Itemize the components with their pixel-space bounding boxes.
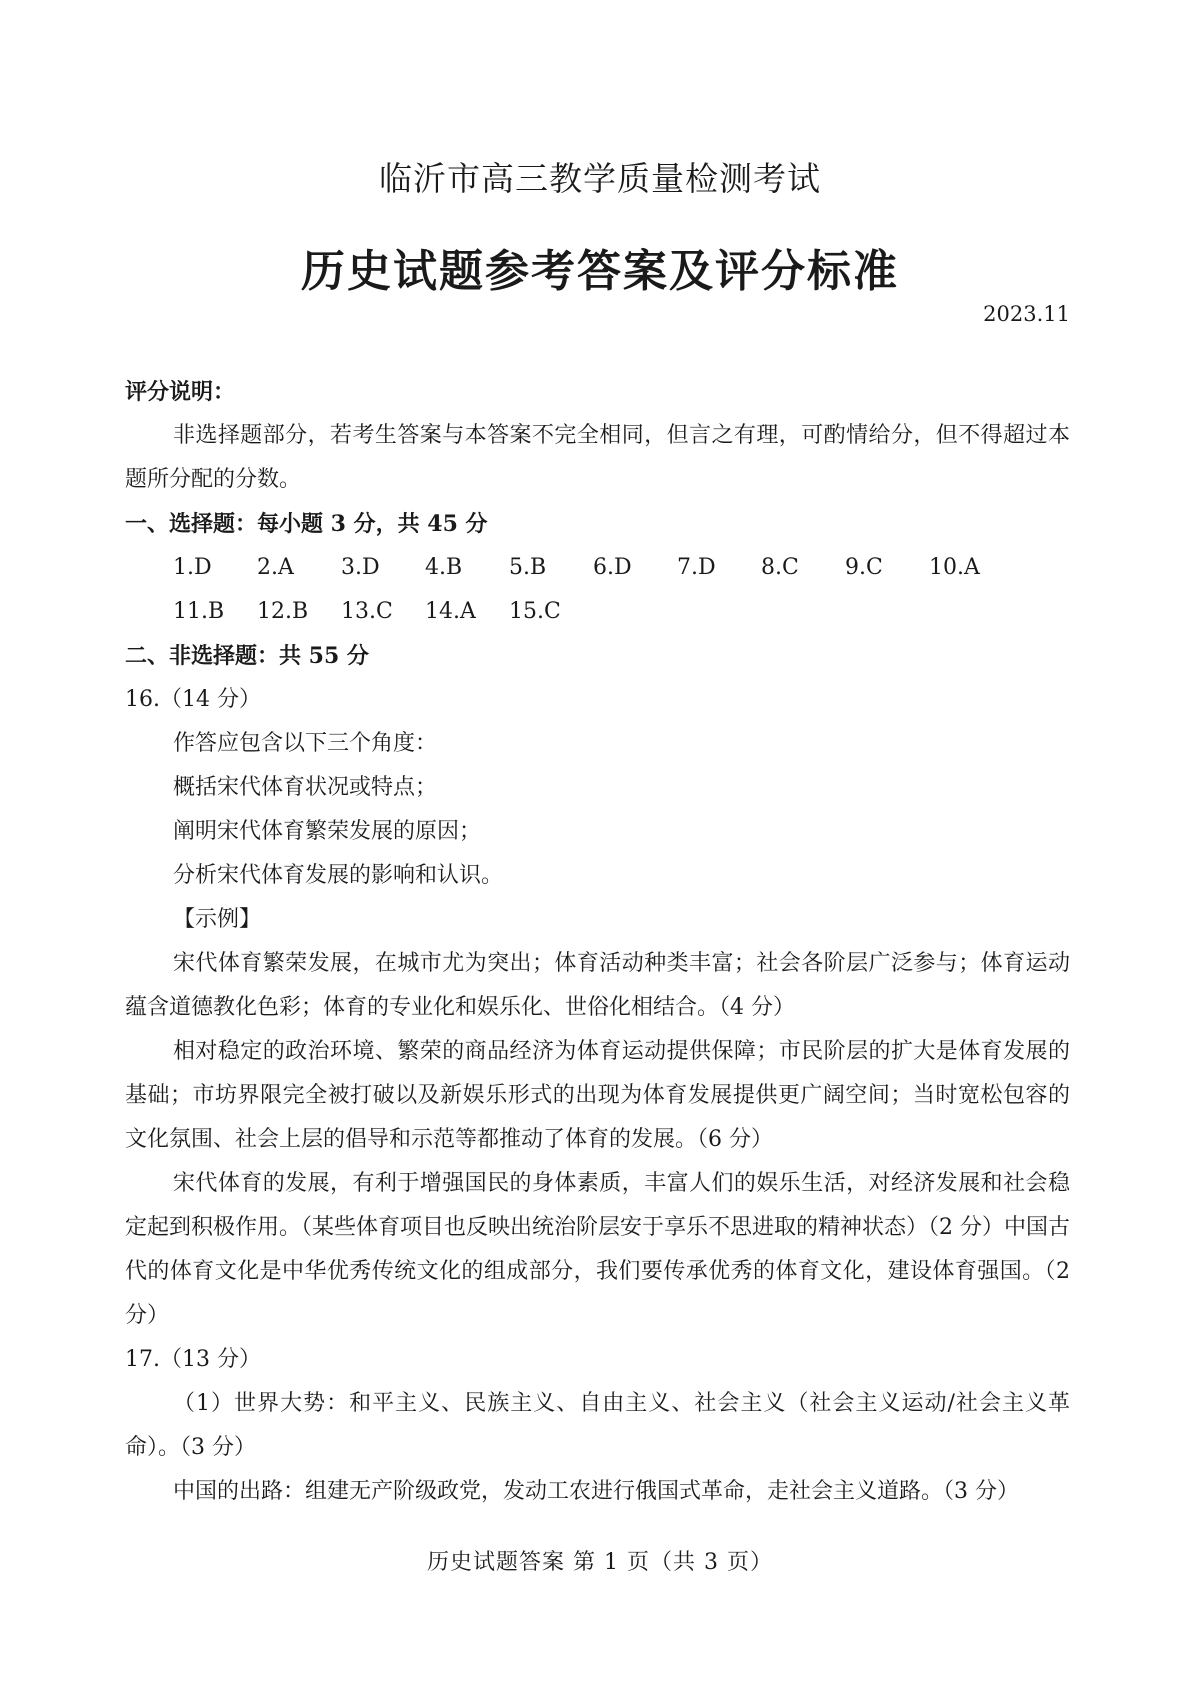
question-16-angle: 分析宋代体育发展的影响和认识。 bbox=[173, 863, 504, 888]
question-16-intro: 作答应包含以下三个角度： bbox=[173, 731, 438, 756]
question-17-label: 17.（13 分） bbox=[125, 1347, 261, 1372]
answer-item: 9.C bbox=[845, 555, 883, 580]
question-16-example-label: 【示例】 bbox=[173, 907, 262, 932]
question-16-angle: 概括宋代体育状况或特点； bbox=[173, 775, 438, 800]
answer-item: 7.D bbox=[677, 555, 716, 580]
section2-heading: 二、非选择题：共 55 分 bbox=[125, 643, 369, 669]
question-16-paragraph: 相对稳定的政治环境、繁荣的商品经济为体育运动提供保障；市民阶层的扩大是体育发展的基础；市坊界限完全被打破以及新娱乐形式的出现为体育发展提供更广阔空间；当时宽松包容的文化氛围、社会上层的倡导和示范等都推动了体育的发展。（6 分） bbox=[125, 1039, 1070, 1152]
question-16-label: 16.（14 分） bbox=[125, 687, 261, 712]
answer-item: 1.D bbox=[173, 555, 212, 580]
section1-heading: 一、选择题：每小题 3 分，共 45 分 bbox=[125, 511, 488, 537]
question-16-paragraph: 宋代体育繁荣发展，在城市尤为突出；体育活动种类丰富；社会各阶层广泛参与；体育运动蕴含道德教化色彩；体育的专业化和娱乐化、世俗化相结合。（4 分） bbox=[125, 951, 1070, 1020]
page-footer: 历史试题答案 第 1 页（共 3 页） bbox=[427, 1550, 773, 1575]
question-16-angle: 阐明宋代体育繁荣发展的原因； bbox=[173, 819, 482, 844]
answer-item: 13.C bbox=[341, 599, 393, 624]
answer-item: 6.D bbox=[593, 555, 632, 580]
answer-item: 10.A bbox=[929, 555, 980, 580]
answer-item: 4.B bbox=[425, 555, 463, 580]
exam-date: 2023.11 bbox=[983, 302, 1070, 326]
scoring-notes-text: 非选择题部分，若考生答案与本答案不完全相同，但言之有理，可酌情给分，但不得超过本题所分配的分数。 bbox=[125, 423, 1070, 492]
answer-content bbox=[125, 370, 1070, 1514]
answer-row-1 bbox=[125, 546, 1070, 590]
answer-item: 5.B bbox=[509, 555, 547, 580]
exam-subtitle: 临沂市高三教学质量检测考试 bbox=[379, 159, 821, 198]
answer-row-2 bbox=[125, 590, 1070, 634]
answer-item: 11.B bbox=[173, 599, 225, 624]
answer-item: 14.A bbox=[425, 599, 476, 624]
question-17-paragraph: 中国的出路：组建无产阶级政党，发动工农进行俄国式革命，走社会主义道路。（3 分） bbox=[173, 1479, 1019, 1504]
page-title: 历史试题参考答案及评分标准 bbox=[301, 246, 899, 297]
answer-item: 15.C bbox=[509, 599, 561, 624]
question-17-paragraph: （1）世界大势：和平主义、民族主义、自由主义、社会主义（社会主义运动/社会主义革命）。（3 分） bbox=[125, 1391, 1070, 1460]
answer-item: 2.A bbox=[257, 555, 294, 580]
answer-item: 8.C bbox=[761, 555, 799, 580]
question-16-paragraph: 宋代体育的发展，有利于增强国民的身体素质，丰富人们的娱乐生活，对经济发展和社会稳定起到积极作用。（某些体育项目也反映出统治阶层安于享乐不思进取的精神状态）（2 分）中国古代的体育文化是中华优秀传统文化的组成部分，我们要传承优秀的体育文化，建设体育强国。（2 分） bbox=[125, 1171, 1070, 1328]
scoring-notes-heading: 评分说明： bbox=[125, 379, 236, 405]
answer-item: 12.B bbox=[257, 599, 309, 624]
answer-item: 3.D bbox=[341, 555, 380, 580]
